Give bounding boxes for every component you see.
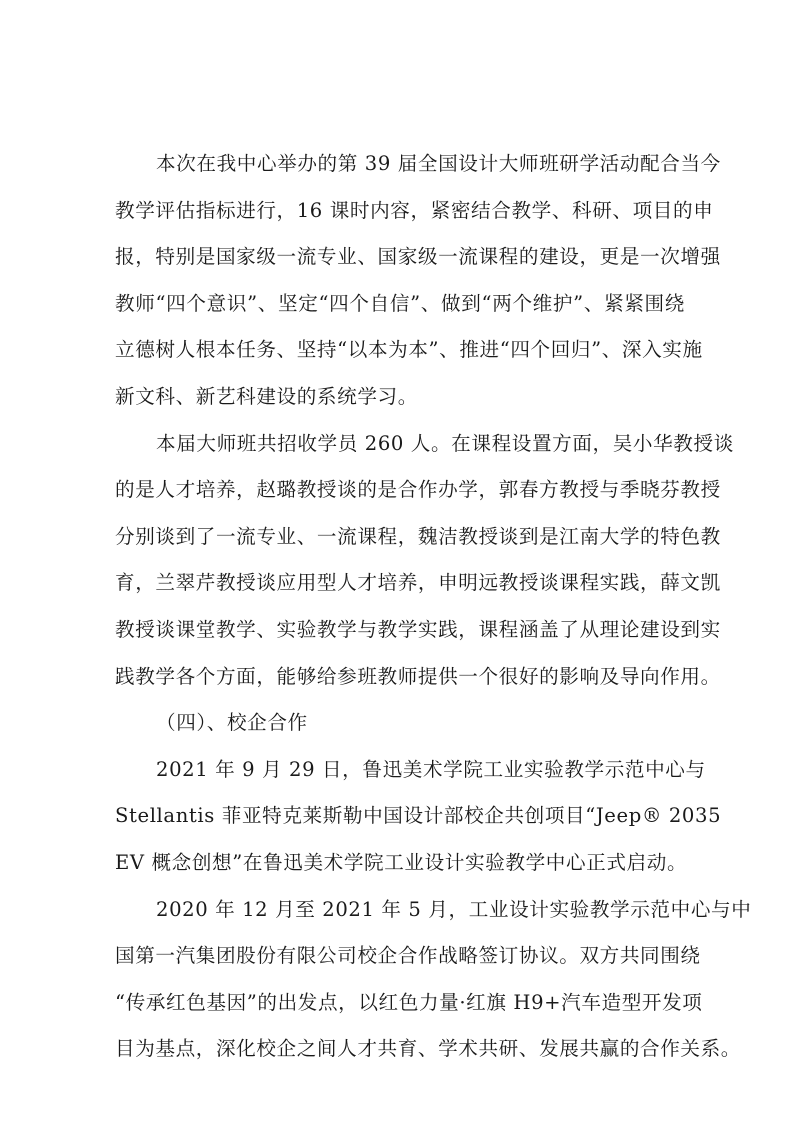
paragraph-faw-cooperation bbox=[115, 887, 752, 1073]
paragraph-line: 的是人才培养，赵璐教授谈的是合作办学，郭春方教授与季晓芬教授 bbox=[115, 478, 721, 502]
paragraph-line: 新文科、新艺科建设的系统学习。 bbox=[115, 384, 418, 408]
paragraph-line: 教师“四个意识”、坚定“四个自信”、做到“两个维护”、紧紧围绕 bbox=[115, 291, 685, 315]
paragraph-line: Stellantis 菲亚特克莱斯勒中国设计部校企共创项目“Jeep® 2035 bbox=[115, 804, 722, 828]
paragraph-class-students bbox=[115, 421, 734, 701]
paragraph-line: 报，特别是国家级一流专业、国家级一流课程的建设，更是一次增强 bbox=[115, 245, 721, 269]
paragraph-stellantis-project bbox=[115, 747, 722, 887]
paragraph-line: 目为基点，深化校企之间人才共育、学术共研、发展共赢的合作关系。 bbox=[115, 1037, 742, 1061]
paragraph-line: 国第一汽集团股份有限公司校企合作战略签订协议。双方共同围绕 bbox=[115, 944, 701, 968]
paragraph-line: 本届大师班共招收学员 260 人。在课程设置方面，吴小华教授谈 bbox=[156, 431, 734, 455]
paragraph-line: 分别谈到了一流专业、一流课程，魏洁教授谈到是江南大学的特色教 bbox=[115, 524, 721, 548]
paragraph-line: EV 概念创想”在鲁迅美术学院工业设计实验教学中心正式启动。 bbox=[115, 850, 688, 874]
paragraph-line: 教授谈课堂教学、实验教学与教学实践，课程涵盖了从理论建设到实 bbox=[115, 617, 721, 641]
paragraph-line: 本次在我中心举办的第 39 届全国设计大师班研学活动配合当今 bbox=[156, 152, 721, 175]
paragraph-line: 育，兰翠芹教授谈应用型人才培养，申明远教授谈课程实践，薛文凯 bbox=[115, 571, 721, 595]
paragraph-line: 2020 年 12 月至 2021 年 5 月，工业设计实验教学示范中心与中 bbox=[156, 897, 752, 921]
paragraph-design-master-class bbox=[115, 141, 721, 421]
paragraph-line: 2021 年 9 月 29 日，鲁迅美术学院工业实验教学示范中心与 bbox=[156, 757, 706, 781]
paragraph-line: 践教学各个方面，能够给参班教师提供一个很好的影响及导向作用。 bbox=[115, 664, 721, 688]
paragraph-line: 教学评估指标进行，16 课时内容，紧密结合教学、科研、项目的申 bbox=[115, 198, 714, 222]
section-heading: （四）、校企合作 bbox=[156, 711, 308, 735]
paragraph-line: 立德树人根本任务、坚持“以本为本”、推进“四个回归”、深入实施 bbox=[115, 338, 703, 362]
paragraph-line: “传承红色基因”的出发点，以红色力量·红旗 H9+汽车造型开发项 bbox=[115, 990, 703, 1014]
document-body bbox=[115, 141, 752, 1073]
